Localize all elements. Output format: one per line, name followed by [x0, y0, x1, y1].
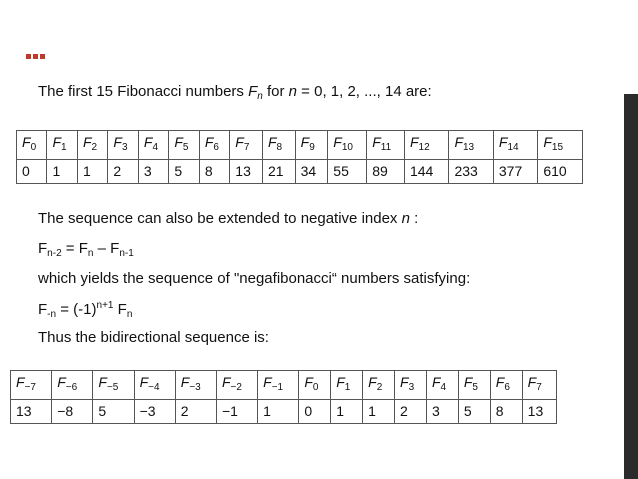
fibonacci-value-row: [17, 160, 583, 184]
header-cell: [493, 131, 537, 160]
cell-subscript: 14: [507, 142, 519, 153]
value-cell: 2: [175, 400, 216, 424]
cell-symbol: F: [454, 134, 463, 150]
intro-part: = 0, 1, 2, ..., 14 are:: [297, 83, 432, 100]
cell-symbol: F: [22, 134, 31, 150]
cell-subscript: 0: [30, 142, 37, 153]
cell-symbol: F: [267, 134, 277, 150]
cell-symbol: F: [498, 134, 508, 150]
value-cell: −3: [134, 400, 175, 424]
value-cell: 144: [404, 160, 448, 184]
cell-subscript: 3: [408, 382, 415, 393]
cell-symbol: F: [221, 374, 231, 390]
value-cell: 3: [138, 160, 168, 184]
cell-subscript: −7: [24, 382, 36, 393]
yields-text: which yields the sequence of "negafibonacci“ numbers satisfying:: [38, 270, 471, 287]
title-decoration: [26, 54, 45, 59]
formula-subscript: n: [126, 309, 133, 320]
cell-symbol: F: [98, 374, 107, 390]
cell-subscript: 2: [376, 382, 383, 393]
header-cell: [17, 131, 47, 160]
cell-subscript: 15: [551, 142, 564, 153]
cell-symbol: F: [113, 134, 122, 150]
cell-symbol: F: [372, 134, 381, 150]
formula-part: –: [93, 240, 111, 257]
intro-part: The first 15 Fibonacci numbers: [38, 83, 249, 100]
value-cell: 377: [493, 160, 537, 184]
value-cell: 5: [169, 160, 199, 184]
formula-subscript: -n: [47, 309, 57, 320]
cell-symbol: F: [235, 134, 244, 150]
cell-symbol: F: [336, 374, 345, 390]
cell-subscript: −6: [65, 382, 78, 393]
cell-subscript: 12: [418, 142, 430, 153]
decor-square: [33, 54, 38, 59]
cell-symbol: F: [174, 134, 183, 150]
header-cell: [216, 371, 257, 400]
header-cell: [93, 371, 134, 400]
formula-part: = (-1): [56, 301, 97, 318]
value-cell: 55: [328, 160, 367, 184]
cell-subscript: 10: [341, 142, 353, 153]
cell-subscript: 0: [312, 382, 319, 393]
cell-symbol: F: [204, 134, 214, 150]
intro-n-symbol: n: [288, 83, 298, 100]
header-cell: [458, 371, 490, 400]
cell-subscript: 5: [472, 382, 478, 393]
bidirectional-table: [10, 370, 557, 424]
value-cell: 610: [538, 160, 583, 184]
cell-subscript: 3: [121, 142, 128, 153]
extension-text: [38, 210, 418, 227]
decor-square: [26, 54, 31, 59]
cell-symbol: F: [333, 134, 342, 150]
formula-part: =: [61, 240, 79, 257]
header-cell: [108, 131, 138, 160]
value-cell: 21: [262, 160, 295, 184]
cell-subscript: 1: [344, 382, 351, 393]
cell-subscript: 7: [243, 142, 250, 153]
cell-symbol: F: [495, 374, 505, 390]
header-cell: [426, 371, 458, 400]
header-cell: [404, 131, 448, 160]
intro-part: for: [262, 83, 289, 100]
extension-part: The sequence can also be extended to negative index: [38, 210, 402, 227]
formula-subscript: n-2: [47, 248, 62, 259]
intro-fn-symbol: F: [248, 83, 258, 100]
recurrence-formula: [38, 240, 134, 259]
value-cell: 8: [490, 400, 522, 424]
cell-subscript: 5: [182, 142, 189, 153]
header-cell: [538, 131, 583, 160]
cell-subscript: 8: [276, 142, 283, 153]
value-cell: 2: [395, 400, 427, 424]
cell-symbol: F: [463, 374, 473, 390]
formula-part: F: [110, 240, 120, 257]
value-cell: −8: [52, 400, 93, 424]
value-cell: 13: [522, 400, 556, 424]
value-cell: 8: [199, 160, 229, 184]
intro-fn-subscript: n: [257, 91, 263, 102]
bidirectional-header-row: [11, 371, 557, 400]
cell-subscript: 1: [61, 142, 67, 153]
cell-subscript: 2: [91, 142, 98, 153]
value-cell: 0: [299, 400, 331, 424]
cell-subscript: 9: [309, 142, 315, 153]
cell-subscript: −5: [106, 382, 119, 393]
decor-square: [40, 54, 45, 59]
bidirectional-value-row: [11, 400, 557, 424]
value-cell: 1: [258, 400, 299, 424]
cell-subscript: 4: [440, 382, 447, 393]
header-cell: [449, 131, 493, 160]
bidirectional-text: Thus the bidirectional sequence is:: [38, 329, 269, 346]
cell-symbol: F: [527, 374, 537, 390]
cell-subscript: 6: [504, 382, 510, 393]
value-cell: 5: [93, 400, 134, 424]
value-cell: −1: [216, 400, 257, 424]
formula-part: F: [113, 301, 127, 318]
cell-symbol: F: [16, 374, 25, 390]
value-cell: 5: [458, 400, 490, 424]
cell-subscript: −2: [230, 382, 242, 393]
cell-subscript: 4: [152, 142, 158, 153]
header-cell: [522, 371, 556, 400]
header-cell: [134, 371, 175, 400]
formula-subscript: n-1: [119, 248, 134, 259]
header-cell: [299, 371, 331, 400]
cell-subscript: 13: [463, 142, 475, 153]
cell-symbol: F: [543, 134, 552, 150]
cell-symbol: F: [300, 134, 310, 150]
header-cell: [52, 371, 93, 400]
value-cell: 2: [108, 160, 138, 184]
cell-subscript: −1: [271, 382, 284, 393]
cell-symbol: F: [57, 374, 66, 390]
header-cell: [363, 371, 395, 400]
cell-symbol: F: [400, 374, 409, 390]
header-cell: [328, 131, 367, 160]
header-cell: [175, 371, 216, 400]
value-cell: 1: [331, 400, 363, 424]
formula-part: F: [38, 301, 48, 318]
value-cell: 1: [363, 400, 395, 424]
cell-symbol: F: [139, 374, 149, 390]
header-cell: [138, 131, 168, 160]
header-cell: [331, 371, 363, 400]
header-cell: [490, 371, 522, 400]
cell-symbol: F: [368, 374, 377, 390]
cell-symbol: F: [431, 374, 441, 390]
header-cell: [169, 131, 199, 160]
formula-part: F: [38, 240, 48, 257]
value-cell: 89: [367, 160, 405, 184]
header-cell: [395, 371, 427, 400]
cell-symbol: F: [143, 134, 153, 150]
value-cell: 13: [230, 160, 263, 184]
intro-text: [38, 83, 432, 102]
cell-symbol: F: [82, 134, 92, 150]
formula-subscript: n: [87, 248, 94, 259]
value-cell: 1: [47, 160, 77, 184]
value-cell: 1: [77, 160, 107, 184]
extension-part: :: [409, 210, 419, 227]
cell-symbol: F: [263, 374, 272, 390]
value-cell: 34: [295, 160, 328, 184]
cell-symbol: F: [52, 134, 62, 150]
header-cell: [230, 131, 263, 160]
cell-subscript: 11: [380, 142, 392, 153]
value-cell: 13: [11, 400, 52, 424]
cell-subscript: −4: [148, 382, 160, 393]
header-cell: [367, 131, 405, 160]
formula-exponent: n+1: [96, 300, 114, 311]
value-cell: 3: [426, 400, 458, 424]
header-cell: [258, 371, 299, 400]
value-cell: 0: [17, 160, 47, 184]
formula-part: F: [78, 240, 88, 257]
cell-symbol: F: [180, 374, 190, 390]
extension-n-symbol: n: [401, 210, 410, 227]
fibonacci-table: [16, 130, 583, 184]
header-cell: [199, 131, 229, 160]
header-cell: [295, 131, 328, 160]
header-cell: [77, 131, 107, 160]
negafibonacci-formula: [38, 300, 132, 320]
cell-subscript: 7: [536, 382, 542, 393]
cell-subscript: 6: [213, 142, 219, 153]
header-cell: [262, 131, 295, 160]
fibonacci-header-row: [17, 131, 583, 160]
side-accent-bar: [624, 94, 638, 479]
value-cell: 233: [449, 160, 493, 184]
cell-symbol: F: [409, 134, 419, 150]
cell-subscript: −3: [189, 382, 201, 393]
cell-symbol: F: [304, 374, 313, 390]
header-cell: [47, 131, 77, 160]
header-cell: [11, 371, 52, 400]
